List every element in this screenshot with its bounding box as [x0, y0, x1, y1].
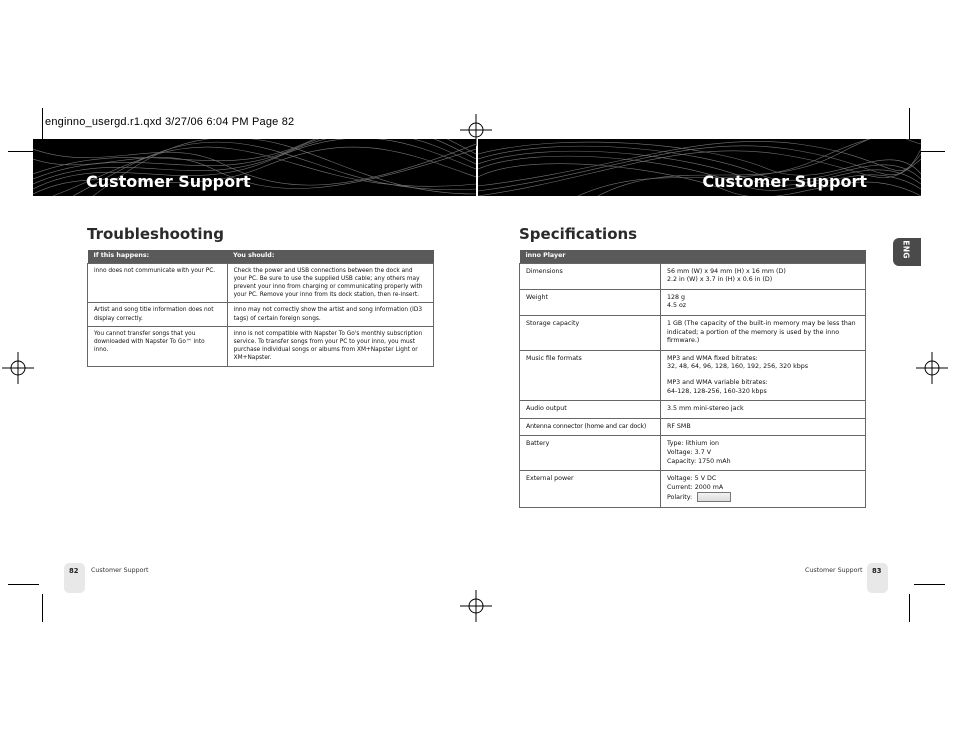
- spec-value-line: Type: lithium ion: [666, 440, 719, 448]
- table-row: [88, 263, 434, 303]
- spec-value-line: 2.2 in (W) x 3.7 in (H) x 0.6 in (D): [666, 276, 773, 284]
- column-header: If this happens:: [88, 250, 228, 263]
- spec-value-line: MP3 and WMA variable bitrates:: [666, 378, 768, 386]
- language-tab: [893, 238, 921, 266]
- specifications-table: [519, 250, 866, 508]
- spec-label: Antenna connector (home and car dock): [520, 418, 661, 436]
- page-number: 83: [872, 567, 882, 575]
- section-title-troubleshooting: Troubleshooting: [87, 225, 224, 243]
- spec-value: [660, 263, 865, 289]
- page-number: 82: [69, 567, 79, 575]
- spec-value: [660, 401, 865, 419]
- spec-label: Audio output: [520, 401, 661, 419]
- spec-value-line: 3.5 mm mini-stereo jack: [666, 405, 744, 413]
- spec-label: Dimensions: [520, 263, 661, 289]
- footer-label: Customer Support: [805, 567, 863, 574]
- table-row: [520, 289, 866, 315]
- file-slug: enginno_usergd.r1.qxd 3/27/06 6:04 PM Page 82: [45, 116, 295, 128]
- crop-mark: [914, 584, 945, 585]
- spec-value-line: 64-128, 128-256, 160-320 kbps: [666, 387, 767, 395]
- problem-cell: Artist and song title information does not display correctly.: [88, 303, 228, 326]
- table-row: [520, 471, 866, 508]
- crop-mark: [909, 594, 910, 622]
- spec-value: [660, 350, 865, 400]
- spec-value-line: MP3 and WMA fixed bitrates:: [666, 354, 758, 362]
- spec-value-line: Voltage: 3.7 V: [666, 448, 712, 456]
- table-row: [88, 303, 434, 326]
- language-tab-label: ENG: [901, 240, 911, 259]
- spec-value-line: 4.5 oz: [666, 302, 687, 310]
- crop-mark: [909, 108, 910, 140]
- spec-value-line: 128 g: [666, 293, 685, 301]
- spec-value: [660, 436, 865, 471]
- crop-mark: [42, 108, 43, 140]
- header-banner-left: [33, 139, 476, 196]
- spec-value: [660, 315, 865, 350]
- table-header-row: [520, 250, 866, 263]
- spec-value: [660, 471, 865, 508]
- spec-value-line: Voltage: 5 V DC: [666, 475, 717, 483]
- solution-cell: Check the power and USB connections between the dock and your PC. Be sure to use the supplied USB cable; any others may prevent your inno from charging or communicating properly with your PC. Remove your inno from its dock station, then re-insert.: [227, 263, 433, 303]
- spec-value-line: RF SMB: [666, 422, 691, 430]
- solution-cell: inno may not correctly show the artist and song information (ID3 tags) of certain foreign songs.: [227, 303, 433, 326]
- spec-value-line: Capacity: 1750 mAh: [666, 457, 731, 465]
- solution-cell: inno is not compatible with Napster To Go's monthly subscription service. To transfer songs from your PC to your inno, you must purchase individual songs or albums from XM+Napster Light or XM+Napster.: [227, 326, 433, 366]
- table-row: [520, 263, 866, 289]
- spec-value: [660, 289, 865, 315]
- spec-value-line: 1 GB (The capacity of the built-in memory may be less than indicated; a portion of the memory is used by the inno firmware.): [666, 319, 856, 345]
- spec-value-line: [667, 492, 859, 503]
- table-row: [88, 326, 434, 366]
- spec-label: Storage capacity: [520, 315, 661, 350]
- spec-value-line: 56 mm (W) x 94 mm (H) x 16 mm (D): [666, 267, 786, 275]
- crop-mark: [8, 584, 39, 585]
- table-row: [520, 315, 866, 350]
- banner-title: Customer Support: [702, 172, 867, 191]
- registration-mark-icon: [916, 352, 948, 384]
- spec-label: Music file formats: [520, 350, 661, 400]
- header-banner-right: [478, 139, 921, 196]
- spec-label: External power: [520, 471, 661, 508]
- registration-mark-icon: [2, 352, 34, 384]
- spec-label: Battery: [520, 436, 661, 471]
- banner-title: Customer Support: [86, 172, 251, 191]
- problem-cell: inno does not communicate with your PC.: [88, 263, 228, 303]
- table-row: [520, 401, 866, 419]
- registration-mark-icon: [460, 590, 492, 622]
- column-header: You should:: [227, 250, 433, 263]
- problem-cell: You cannot transfer songs that you downloaded with Napster To Go™ into inno.: [88, 326, 228, 366]
- spec-label: Weight: [520, 289, 661, 315]
- table-row: [520, 436, 866, 471]
- table-header-row: [88, 250, 434, 263]
- column-header: inno Player: [520, 250, 866, 263]
- spec-value: [660, 418, 865, 436]
- troubleshooting-table: [87, 250, 434, 367]
- spec-value-line: 32, 48, 64, 96, 128, 160, 192, 256, 320 kbps: [666, 363, 809, 371]
- table-row: [520, 350, 866, 400]
- crop-mark: [42, 594, 43, 622]
- polarity-diagram-icon: [697, 492, 731, 502]
- polarity-label: Polarity:: [666, 494, 693, 502]
- spec-value-line: Current: 2000 mA: [666, 483, 724, 491]
- footer-label: Customer Support: [91, 567, 149, 574]
- table-row: [520, 418, 866, 436]
- section-title-specifications: Specifications: [519, 225, 638, 243]
